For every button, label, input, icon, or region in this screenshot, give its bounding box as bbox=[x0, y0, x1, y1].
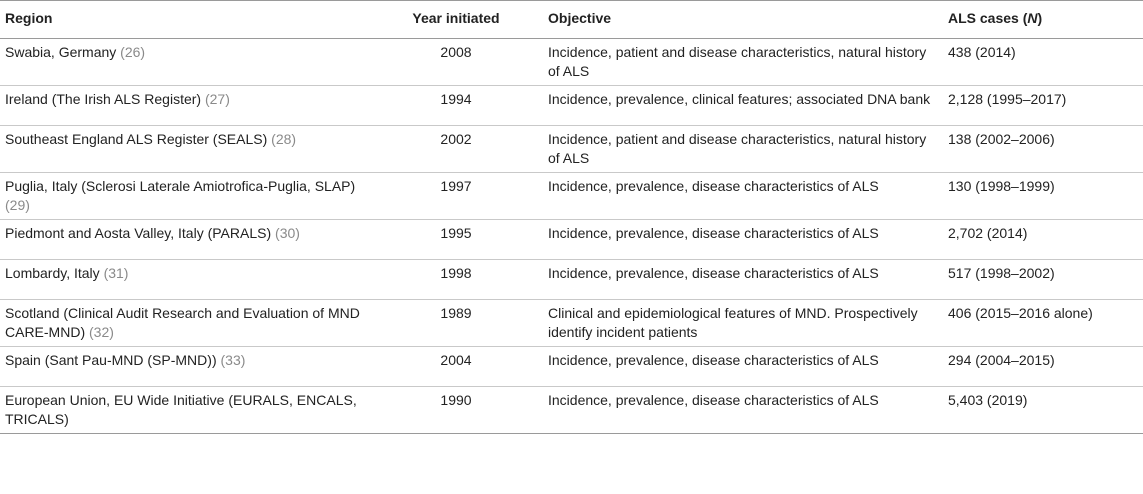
reference-link[interactable]: (29) bbox=[5, 197, 30, 213]
reference-link[interactable]: (33) bbox=[220, 352, 246, 368]
table-header-row bbox=[0, 1, 1143, 39]
region-cell bbox=[0, 347, 376, 387]
region-text: Southeast England ALS Register (SEALS) bbox=[5, 131, 268, 147]
table-row bbox=[0, 260, 1143, 300]
cases-cell: 138 (2002–2006) bbox=[940, 126, 1143, 173]
region-text: European Union, EU Wide Initiative (EURALS, ENCALS, TRICALS) bbox=[5, 392, 357, 427]
cases-cell: 294 (2004–2015) bbox=[940, 347, 1143, 387]
cases-cell: 5,403 (2019) bbox=[940, 387, 1143, 434]
table-row bbox=[0, 220, 1143, 260]
header-objective: Objective bbox=[536, 1, 940, 39]
header-als-cases-suffix: ) bbox=[1037, 10, 1043, 26]
table-row bbox=[0, 39, 1143, 86]
region-cell bbox=[0, 86, 376, 126]
region-cell bbox=[0, 220, 376, 260]
reference-link[interactable]: (32) bbox=[89, 324, 114, 340]
region-text: Swabia, Germany bbox=[5, 44, 117, 60]
year-cell: 1990 bbox=[376, 387, 536, 434]
objective-cell: Incidence, prevalence, disease characteristics of ALS bbox=[536, 220, 940, 260]
region-cell bbox=[0, 126, 376, 173]
region-text: Puglia, Italy (Sclerosi Laterale Amiotrofica-Puglia, SLAP) bbox=[5, 178, 356, 194]
reference-link[interactable]: (30) bbox=[275, 225, 300, 241]
year-cell: 1997 bbox=[376, 173, 536, 220]
table-row bbox=[0, 300, 1143, 347]
objective-cell: Clinical and epidemiological features of MND. Prospectively identify incident patients bbox=[536, 300, 940, 347]
cases-cell: 438 (2014) bbox=[940, 39, 1143, 86]
header-year-initiated: Year initiated bbox=[376, 1, 536, 39]
table-row bbox=[0, 126, 1143, 173]
region-cell bbox=[0, 260, 376, 300]
region-text: Piedmont and Aosta Valley, Italy (PARALS) bbox=[5, 225, 272, 241]
reference-link[interactable]: (31) bbox=[103, 265, 129, 281]
table-row bbox=[0, 387, 1143, 434]
header-region: Region bbox=[0, 1, 376, 39]
objective-cell: Incidence, prevalence, disease characteristics of ALS bbox=[536, 260, 940, 300]
objective-cell: Incidence, prevalence, disease characteristics of ALS bbox=[536, 347, 940, 387]
objective-cell: Incidence, patient and disease characteristics, natural history of ALS bbox=[536, 126, 940, 173]
year-cell: 1989 bbox=[376, 300, 536, 347]
cases-cell: 130 (1998–1999) bbox=[940, 173, 1143, 220]
region-text: Spain (Sant Pau-MND (SP-MND)) bbox=[5, 352, 217, 368]
region-cell bbox=[0, 300, 376, 347]
region-text: Ireland (The Irish ALS Register) bbox=[5, 91, 202, 107]
region-text: Scotland (Clinical Audit Research and Evaluation of MND CARE-MND) bbox=[5, 305, 360, 340]
region-cell bbox=[0, 39, 376, 86]
reference-link[interactable]: (26) bbox=[120, 44, 146, 60]
objective-cell: Incidence, prevalence, disease characteristics of ALS bbox=[536, 173, 940, 220]
year-cell: 1995 bbox=[376, 220, 536, 260]
objective-cell: Incidence, prevalence, disease characteristics of ALS bbox=[536, 387, 940, 434]
header-als-cases-prefix: ALS cases ( bbox=[948, 10, 1028, 26]
cases-cell: 406 (2015–2016 alone) bbox=[940, 300, 1143, 347]
year-cell: 1994 bbox=[376, 86, 536, 126]
cases-cell: 2,128 (1995–2017) bbox=[940, 86, 1143, 126]
region-cell bbox=[0, 173, 376, 220]
year-cell: 2002 bbox=[376, 126, 536, 173]
objective-cell: Incidence, prevalence, clinical features; associated DNA bank bbox=[536, 86, 940, 126]
objective-cell: Incidence, patient and disease characteristics, natural history of ALS bbox=[536, 39, 940, 86]
cases-cell: 2,702 (2014) bbox=[940, 220, 1143, 260]
table-row bbox=[0, 173, 1143, 220]
year-cell: 1998 bbox=[376, 260, 536, 300]
table-row bbox=[0, 86, 1143, 126]
region-cell bbox=[0, 387, 376, 434]
reference-link[interactable]: (28) bbox=[271, 131, 297, 147]
cases-cell: 517 (1998–2002) bbox=[940, 260, 1143, 300]
year-cell: 2004 bbox=[376, 347, 536, 387]
region-text: Lombardy, Italy bbox=[5, 265, 100, 281]
year-cell: 2008 bbox=[376, 39, 536, 86]
reference-link[interactable]: (27) bbox=[204, 91, 230, 107]
table-row bbox=[0, 347, 1143, 387]
header-als-cases-n: N bbox=[1027, 10, 1038, 26]
header-als-cases bbox=[940, 1, 1143, 39]
